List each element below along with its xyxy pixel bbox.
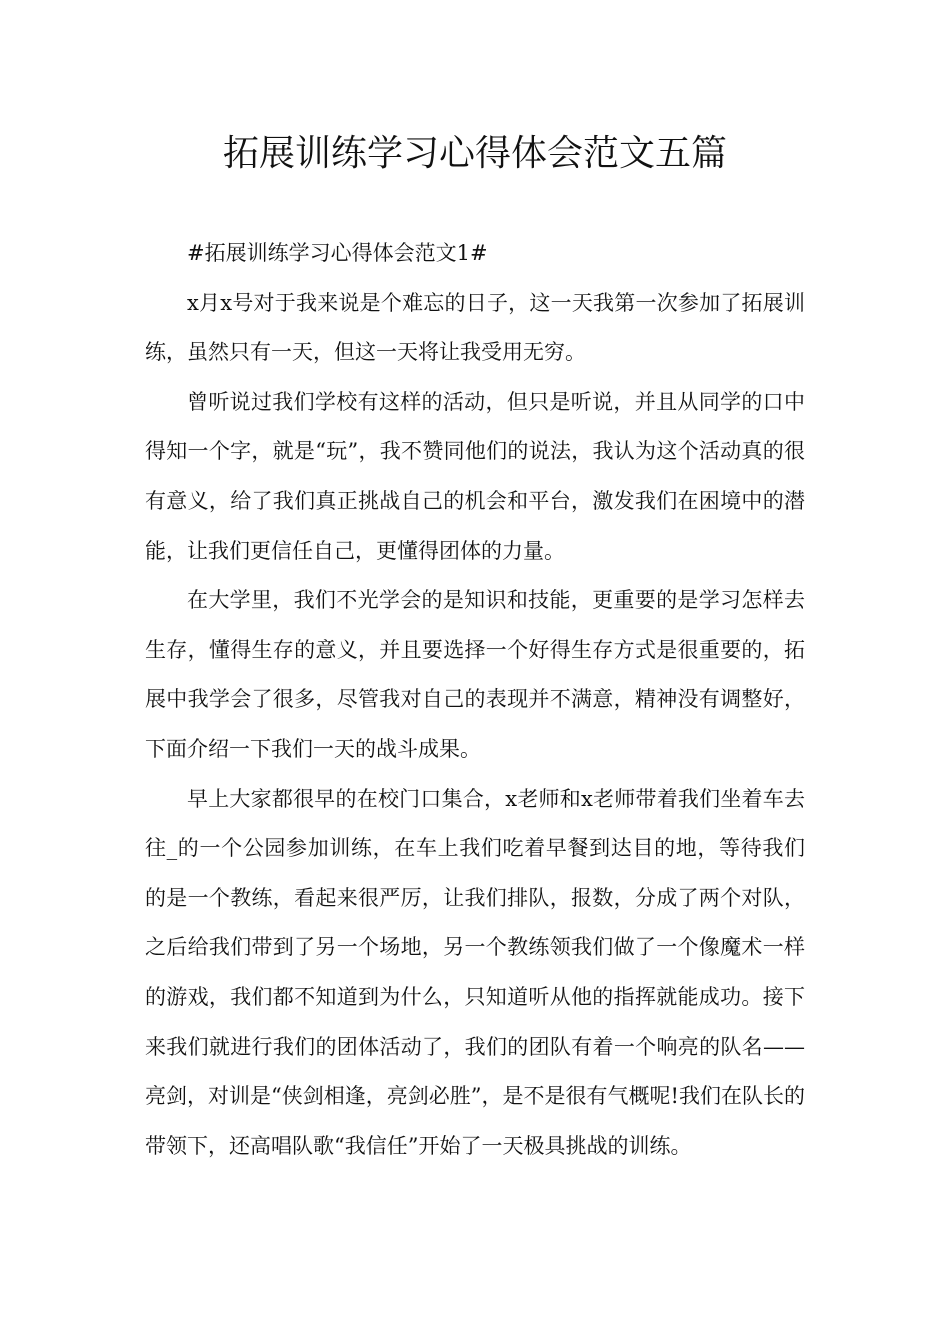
section-heading: #拓展训练学习心得体会范文1#: [187, 241, 488, 265]
paragraph: 曾听说过我们学校有这样的活动，但只是听说，并且从同学的口中得知一个字，就是“玩”，我不赞同他们的说法，我认为这个活动真的很有意义，给了我们真正挑战自己的机会和平台，激发我们在困境中的潜能，让我们更信任自己，更懂得团体的力量。: [145, 389, 805, 563]
paragraph: 早上大家都很早的在校门口集合，x老师和x老师带着我们坐着车去往_的一个公园参加训练，在车上我们吃着早餐到达目的地，等待我们的是一个教练，看起来很严厉，让我们排队，报数，分成了两个对队，之后给我们带到了另一个场地，另一个教练领我们做了一个像魔术一样的游戏，我们都不知道到为什么，只知道听从他的指挥就能成功。接下来我们就进行我们的团体活动了，我们的团队有着一个响亮的队名——亮剑，对训是“侠剑相逢，亮剑必胜”，是不是很有气概呢!我们在队长的带领下，还高唱队歌“我信任”开始了一天极具挑战的训练。: [145, 786, 805, 1158]
document-body: [145, 229, 805, 1171]
paragraph: x月x号对于我来说是个难忘的日子，这一天我第一次参加了拓展训练，虽然只有一天，但这一天将让我受用无穷。: [145, 290, 805, 365]
paragraph: 在大学里，我们不光学会的是知识和技能，更重要的是学习怎样去生存，懂得生存的意义，并且要选择一个好得生存方式是很重要的，拓展中我学会了很多，尽管我对自己的表现并不满意，精神没有调整好，下面介绍一下我们一天的战斗成果。: [145, 588, 805, 761]
document-title: 拓展训练学习心得体会范文五篇: [222, 133, 727, 174]
